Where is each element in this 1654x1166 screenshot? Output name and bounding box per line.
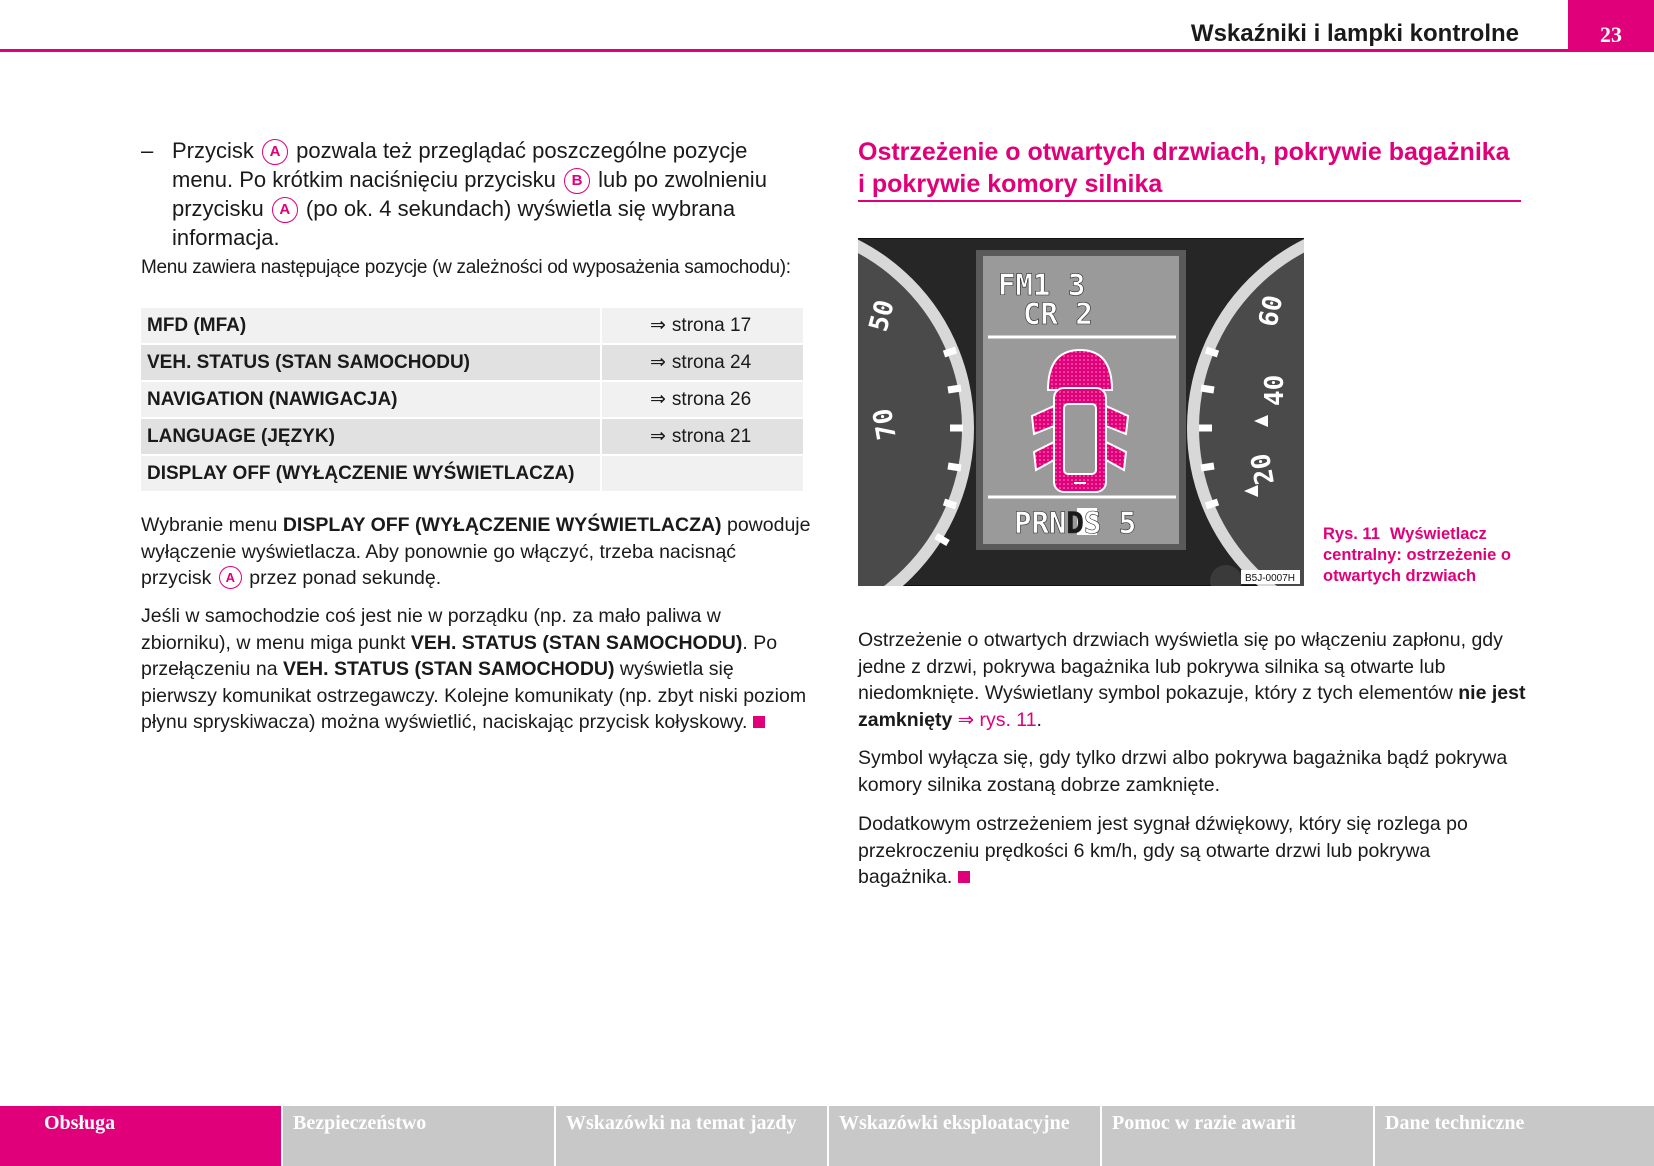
page-number: 23 — [1568, 0, 1654, 52]
menu-item-name: DISPLAY OFF (WYŁĄCZENIE WYŚWIETLACZA) — [141, 455, 601, 492]
display-line-1: FM1 3 — [998, 268, 1086, 302]
display-off-paragraph — [141, 512, 811, 592]
vehicle-status-paragraph — [141, 603, 813, 736]
tab-obsluga[interactable]: Obsługa — [0, 1106, 281, 1166]
figure-caption — [1323, 524, 1523, 587]
figure-caption-text: Wyświetlacz centralny: ostrzeżenie o otwartych drzwiach — [1323, 525, 1511, 585]
reference-arrow-icon: ⇒ — [650, 389, 666, 410]
button-a-symbol: A — [272, 197, 298, 223]
menu-item-page-ref[interactable] — [601, 308, 803, 344]
paragraph-text: . Po przełączeniu na — [141, 631, 778, 680]
menu-table-row — [141, 418, 803, 455]
acoustic-warning-paragraph — [858, 811, 1526, 891]
menu-item-name: MFD (MFA) — [141, 308, 601, 344]
button-b-symbol: B — [564, 168, 590, 194]
end-of-section-square — [958, 871, 970, 883]
bullet-text-part: Przycisk — [172, 138, 260, 163]
paragraph-text: wyświetla się pierwszy komunikat ostrzegawczy. Kolejne komunikaty (np. zbyt niski poziom płynu spryskiwacza) można wyświetlić, naciskając przycisk kołyskowy. — [141, 658, 807, 733]
tab-wskazowki-jazdy[interactable]: Wskazówki na temat jazdy — [556, 1106, 827, 1166]
bullet-text-part: (po ok. 4 sekundach) wyświetla się wybrana informacja. — [172, 196, 736, 250]
figure-reference-link[interactable]: ⇒ rys. 11 — [952, 708, 1037, 731]
menu-item-name: NAVIGATION (NAWIGACJA) — [141, 381, 601, 418]
paragraph-bold: VEH. STATUS (STAN SAMOCHODU) — [410, 631, 743, 654]
end-of-section-square — [753, 716, 765, 728]
tab-wskazowki-eksploatacyjne[interactable]: Wskazówki eksploatacyjne — [829, 1106, 1100, 1166]
bullet-text-part: lub po zwolnieniu przycisku — [172, 167, 767, 221]
reference-arrow-icon: ⇒ — [650, 352, 666, 373]
paragraph-text: Ostrzeżenie o otwartych drzwiach wyświetla się po włączeniu zapłonu, gdy jedne z drzwi, pokrywa bagażnika lub pokrywa silnika są otwarte lub niedomknięte. Wyświetlany symbol pokazuje, który z tych elementów — [858, 629, 1503, 704]
tab-pomoc-awarii[interactable]: Pomoc w razie awarii — [1102, 1106, 1373, 1166]
tab-bezpieczenstwo[interactable]: Bezpieczeństwo — [283, 1106, 554, 1166]
menu-table-row — [141, 344, 803, 381]
reference-arrow-icon: ⇒ — [650, 315, 666, 336]
menu-item-page-ref[interactable] — [601, 381, 803, 418]
bullet-text — [172, 136, 811, 252]
page-reference: strona 17 — [671, 315, 752, 336]
page-reference: strona 21 — [671, 426, 752, 447]
bullet-text-part: pozwala też przeglądać poszczególne pozycje menu. Po krótkim naciśnięciu przycisku — [172, 138, 748, 192]
paragraph-text: Jeśli w samochodzie coś jest nie w porządku (np. za mało paliwa w zbiorniku), w menu miga punkt — [141, 605, 721, 654]
paragraph-text: przez ponad sekundę. — [243, 567, 442, 589]
figure-code: B5J-0007H — [1244, 573, 1296, 584]
gear-prefix: PRN — [1014, 506, 1067, 540]
central-display-figure — [858, 238, 1304, 586]
speedometer-label-50: 50 — [863, 296, 901, 335]
reference-arrow-icon: ⇒ — [650, 426, 666, 447]
tab-dane-techniczne[interactable]: Dane techniczne — [1375, 1106, 1654, 1166]
paragraph-text: Wybranie menu — [141, 514, 283, 536]
running-header-title: Wskaźniki i lampki kontrolne — [1190, 20, 1519, 47]
door-warning-paragraph — [858, 627, 1526, 733]
menu-intro-text: Menu zawiera następujące pozycje (w zależności od wyposażenia samochodu): — [141, 257, 791, 278]
paragraph-bold: nie jest zamknięty — [858, 682, 1526, 731]
gear-selected: D — [1066, 506, 1084, 540]
chapter-navigation — [0, 1106, 1654, 1166]
tachometer-label-40: 40 — [1260, 374, 1290, 406]
section-rule — [858, 200, 1521, 202]
paragraph-bold: DISPLAY OFF (WYŁĄCZENIE WYŚWIETLACZA) — [282, 514, 722, 536]
speedometer-label-70: 70 — [867, 405, 903, 442]
gear-suffix: S 5 — [1083, 506, 1137, 540]
menu-item-page-ref — [601, 455, 803, 492]
page-reference: strona 26 — [671, 389, 752, 410]
button-a-symbol: A — [219, 566, 242, 589]
menu-items-table — [141, 308, 803, 493]
paragraph-text: . — [1036, 708, 1042, 731]
section-title: Ostrzeżenie o otwartych drzwiach, pokrywie bagażnika i pokrywie komory silnika — [858, 138, 1510, 198]
paragraph-text: Dodatkowym ostrzeżeniem jest sygnał dźwiękowy, który się rozlega po przekroczeniu prędkości 6 km/h, gdy są otwarte drzwi lub pokrywa bagażnika. — [858, 813, 1468, 888]
figure-number: Rys. 11 — [1323, 525, 1380, 543]
button-a-symbol: A — [262, 139, 288, 165]
menu-item-page-ref[interactable] — [601, 418, 803, 455]
menu-item-page-ref[interactable] — [601, 344, 803, 381]
menu-item-name: LANGUAGE (JĘZYK) — [141, 418, 601, 455]
menu-table-row — [141, 381, 803, 418]
menu-table-row — [141, 308, 803, 344]
instruction-bullet — [141, 136, 811, 252]
paragraph-bold: VEH. STATUS (STAN SAMOCHODU) — [283, 658, 615, 680]
page-reference: strona 24 — [671, 352, 752, 373]
bullet-dash: – — [141, 138, 154, 163]
menu-table-row — [141, 455, 803, 492]
gear-indicator — [1014, 506, 1136, 540]
tachometer-label-60: 60 — [1253, 292, 1290, 330]
paragraph-text: powoduje wyłączenie wyświetlacza. Aby ponownie go włączyć, trzeba nacisnąć przycisk — [141, 514, 811, 589]
symbol-off-paragraph: Symbol wyłącza się, gdy tylko drzwi albo pokrywa bagażnika bądź pokrywa komory silnika zostaną dobrze zamknięte. — [858, 747, 1508, 796]
display-line-2: CR 2 — [1023, 297, 1093, 331]
menu-item-name: VEH. STATUS (STAN SAMOCHODU) — [141, 344, 601, 381]
tachometer-label-20: 20 — [1245, 450, 1281, 487]
header-rule — [0, 49, 1654, 52]
